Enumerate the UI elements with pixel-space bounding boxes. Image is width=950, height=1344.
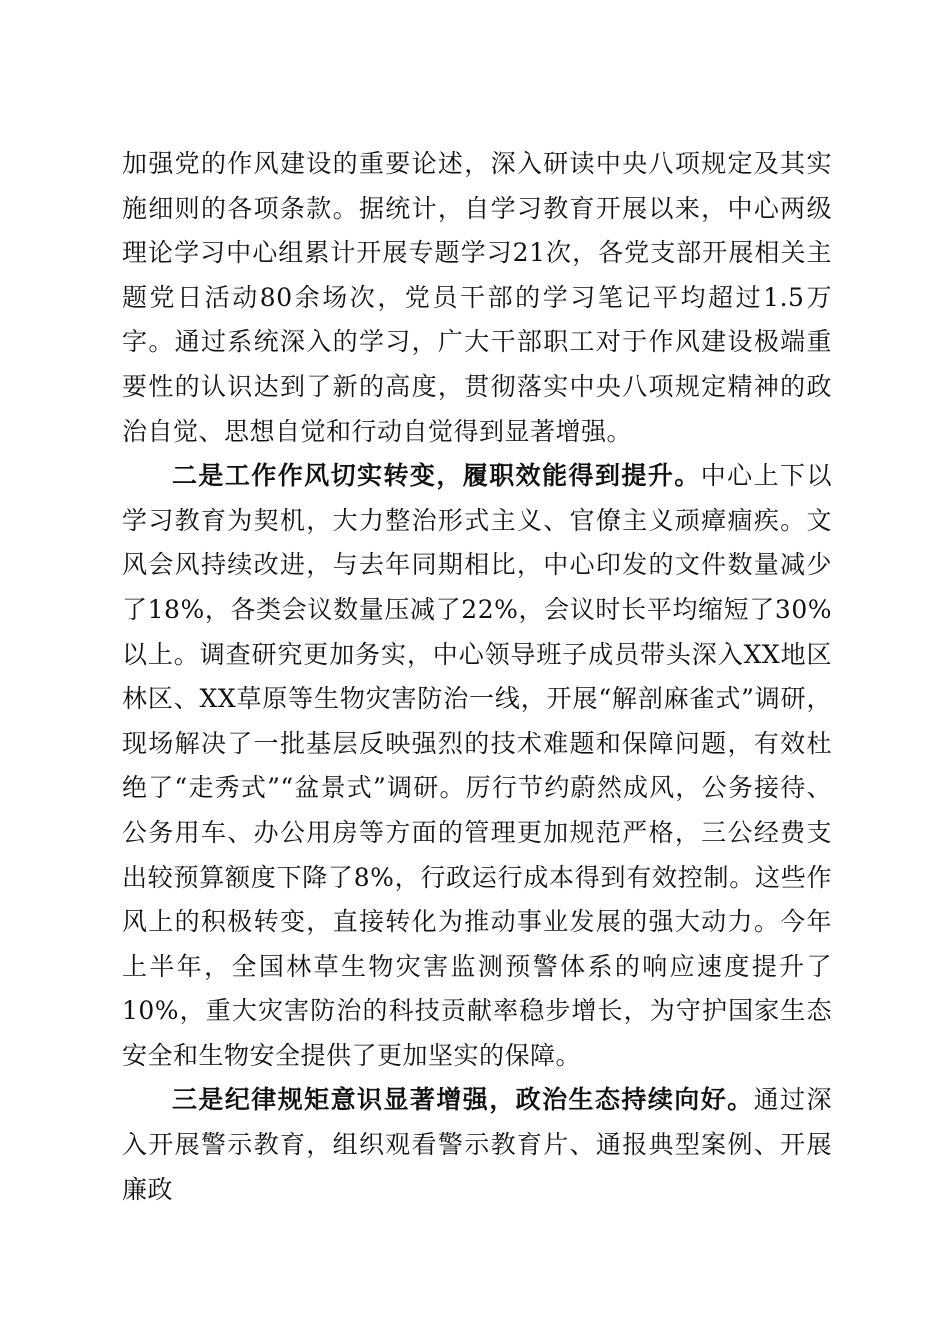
paragraph-1-text: 加强党的作风建设的重要论述，深入研读中央八项规定及其实施细则的各项条款。据统计，自学习教育开展以来，中心两级理论学习中心组累计开展专题学习21次，各党支部开展相关主题党日活动80余场次，党员干部的学习笔记平均超过1.5万字。通过系统深入的学习，广大干部职工对于作风建设极端重要性的认识达到了新的高度，贯彻落实中央八项规定精神的政治自觉、思想自觉和行动自觉得到显著增强。 bbox=[122, 149, 832, 446]
paragraph-3-text: 通过深入开展警示教育，组织观看警示教育片、通报典型案例、开展廉政 bbox=[122, 1085, 832, 1204]
paragraph-2-lead: 二是工作作风切实转变，履职效能得到提升。 bbox=[172, 461, 701, 491]
paragraph-2 bbox=[122, 454, 832, 1078]
paragraph-3-lead: 三是纪律规矩意识显著增强，政治生态持续向好。 bbox=[172, 1085, 754, 1115]
paragraph-1 bbox=[122, 142, 832, 454]
paragraph-2-text: 中心上下以学习教育为契机，大力整治形式主义、官僚主义顽瘴痼疾。文风会风持续改进，与去年同期相比，中心印发的文件数量减少了18%，各类会议数量压减了22%，会议时长平均缩短了30%以上。调查研究更加务实，中心领导班子成员带头深入XX地区林区、XX草原等生物灾害防治一线，开展“解剖麻雀式”调研，现场解决了一批基层反映强烈的技术难题和保障问题，有效杜绝了“走秀式”“盆景式”调研。厉行节约蔚然成风，公务接待、公务用车、办公用房等方面的管理更加规范严格，三公经费支出较预算额度下降了8%，行政运行成本得到有效控制。这些作风上的积极转变，直接转化为推动事业发展的强大动力。今年上半年，全国林草生物灾害监测预警体系的响应速度提升了10%，重大灾害防治的科技贡献率稳步增长，为守护国家生态安全和生物安全提供了更加坚实的保障。 bbox=[122, 461, 832, 1070]
paragraph-3 bbox=[122, 1078, 832, 1212]
document-body bbox=[122, 142, 832, 1212]
